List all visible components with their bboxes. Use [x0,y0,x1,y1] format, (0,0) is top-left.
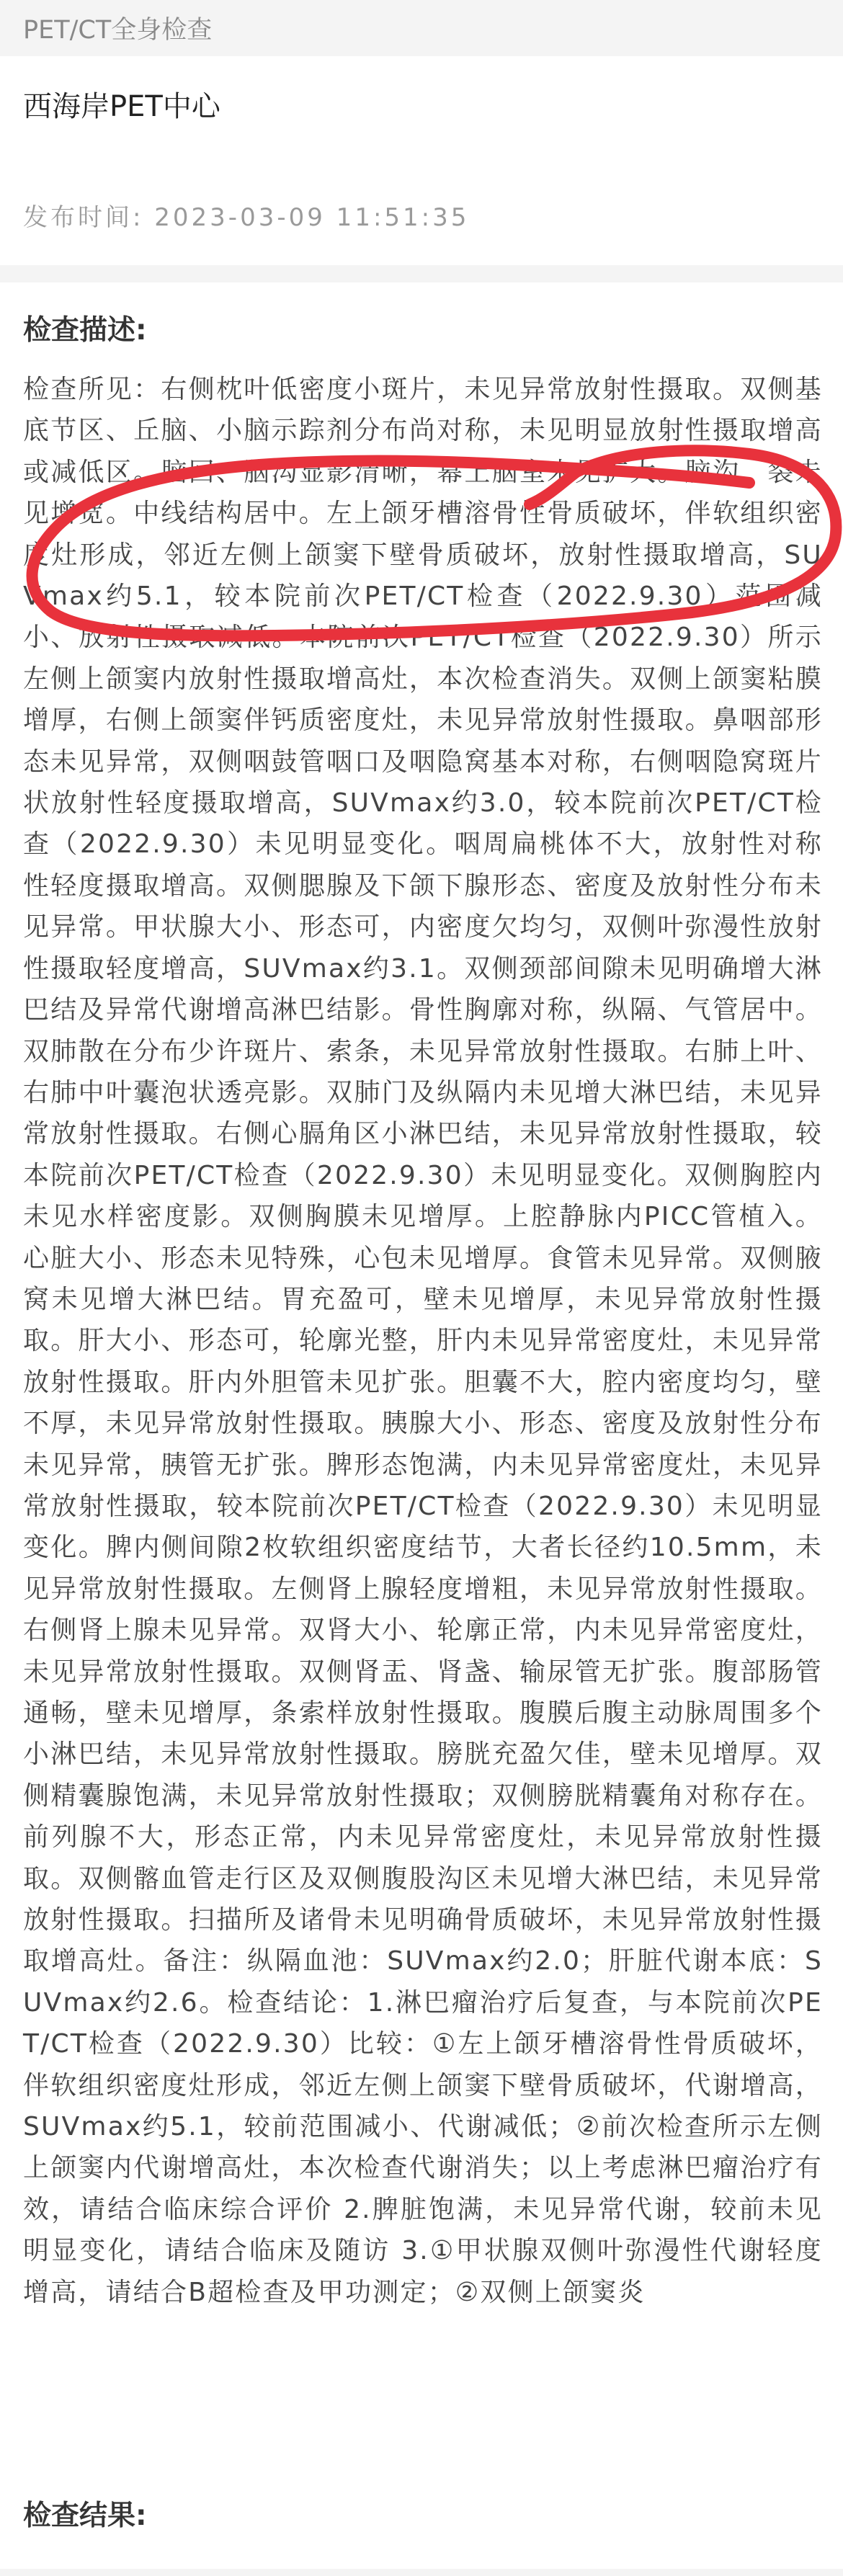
nav-title: PET/CT全身检查 [23,16,213,45]
description-heading: 检查描述: [23,314,147,347]
description-section [0,282,843,2313]
report-header [0,56,843,265]
bottom-band [0,2569,843,2576]
publish-time: 2023-03-09 11:51:35 [154,203,470,232]
nav-bar [0,0,843,56]
hospital-name: 西海岸PET中心 [23,90,220,123]
publish-label: 发布时间: [23,203,144,232]
publish-line [23,197,469,233]
result-section [23,2493,147,2533]
section-divider [0,265,843,282]
description-text: 检查所见：右侧枕叶低密度小斑片，未见异常放射性摄取。双侧基底节区、丘脑、小脑示踪剂分布尚对称，未见明显放射性摄取增高或减低区。脑回、脑沟显影清晰，幕上脑室未见扩大。脑沟、裂未见增宽。中线结构居中。左上颌牙槽溶骨性骨质破坏，伴软组织密度灶形成，邻近左侧上颌窦下壁骨质破坏，放射性摄取增高，SUVmax约5.1，较本院前次PET/CT检查（2022.9.30）范围减小、放射性摄取减低。本院前次PET/CT检查（2022.9.30）所示左侧上颌窦内放射性摄取增高灶，本次检查消失。双侧上颌窦粘膜增厚，右侧上颌窦伴钙质密度灶，未见异常放射性摄取。鼻咽部形态未见异常，双侧咽鼓管咽口及咽隐窝基本对称，右侧咽隐窝斑片状放射性轻度摄取增高，SUVmax约3.0，较本院前次PET/CT检查（2022.9.30）未见明显变化。咽周扁桃体不大，放射性对称性轻度摄取增高。双侧腮腺及下颌下腺形态、密度及放射性分布未见异常。甲状腺大小、形态可，内密度欠均匀，双侧叶弥漫性放射性摄取轻度增高，SUVmax约3.1。双侧颈部间隙未见明确增大淋巴结及异常代谢增高淋巴结影。骨性胸廓对称，纵隔、气管居中。双肺散在分布少许斑片、索条，未见异常放射性摄取。右肺上叶、右肺中叶囊泡状透亮影。双肺门及纵隔内未见增大淋巴结，未见异常放射性摄取。右侧心膈角区小淋巴结，未见异常放射性摄取，较本院前次PET/CT检查（2022.9.30）未见明显变化。双侧胸腔内未见水样密度影。双侧胸膜未见增厚。上腔静脉内PICC管植入。心脏大小、形态未见特殊，心包未见增厚。食管未见异常。双侧腋窝未见增大淋巴结。胃充盈可，壁未见增厚，未见异常放射性摄取。肝大小、形态可，轮廓光整，肝内未见异常密度灶，未见异常放射性摄取。肝内外胆管未见扩张。胆囊不大，腔内密度均匀，壁不厚，未见异常放射性摄取。胰腺大小、形态、密度及放射性分布未见异常，胰管无扩张。脾形态饱满，内未见异常密度灶，未见异常放射性摄取，较本院前次PET/CT检查（2022.9.30）未见明显变化。脾内侧间隙2枚软组织密度结节，大者长径约10.5mm，未见异常放射性摄取。左侧肾上腺轻度增粗，未见异常放射性摄取。右侧肾上腺未见异常。双肾大小、轮廓正常，内未见异常密度灶，未见异常放射性摄取。双侧肾盂、肾盏、输尿管无扩张。腹部肠管通畅，壁未见增厚，条索样放射性摄取。腹膜后腹主动脉周围多个小淋巴结，未见异常放射性摄取。膀胱充盈欠佳，壁未见增厚。双侧精囊腺饱满，未见异常放射性摄取；双侧膀胱精囊角对称存在。前列腺不大，形态正常，内未见异常密度灶，未见异常放射性摄取。双侧髂血管走行区及双侧腹股沟区未见增大淋巴结，未见异常放射性摄取。扫描所及诸骨未见明确骨质破坏，未见异常放射性摄取增高灶。备注：纵隔血池：SUVmax约2.0；肝脏代谢本底：SUVmax约2.6。检查结论：1.淋巴瘤治疗后复查，与本院前次PET/CT检查（2022.9.30）比较：①左上颌牙槽溶骨性骨质破坏，伴软组织密度灶形成，邻近左侧上颌窦下壁骨质破坏，代谢增高，SUVmax约5.1，较前范围减小、代谢减低；②前次检查所示左侧上颌窦内代谢增高灶，本次检查代谢消失；以上考虑淋巴瘤治疗有效，请结合临床综合评价 2.脾脏饱满，未见异常代谢，较前未见明显变化，请结合临床及随访 3.①甲状腺双侧叶弥漫性代谢轻度增高，请结合B超检查及甲功测定；②双侧上颌窦炎 [23,375,823,2307]
result-heading: 检查结果: [23,2500,147,2532]
